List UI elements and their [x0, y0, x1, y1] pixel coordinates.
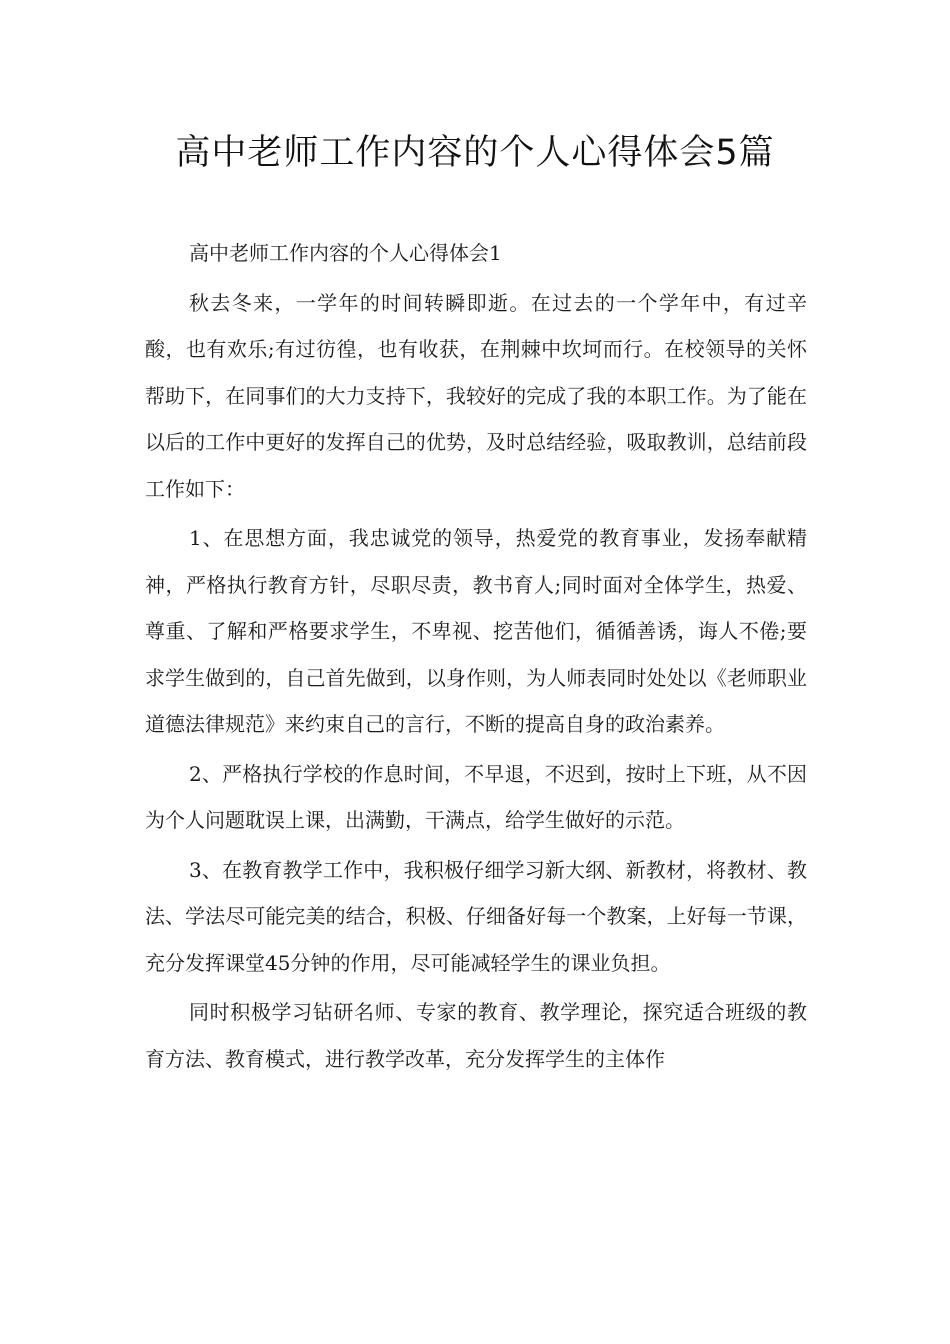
section-heading: 高中老师工作内容的个人心得体会1: [189, 241, 502, 265]
paragraph: 2、严格执行学校的作息时间，不早退，不迟到，按时上下班，从不因为个人问题耽误上课，出满勤，干满点，给学生做好的示范。: [145, 761, 807, 832]
document-title: 高中老师工作内容的个人心得体会5篇: [175, 133, 775, 173]
paragraph: 同时积极学习钻研名师、专家的教育、教学理论，探究适合班级的教育方法、教育模式，进行教学改革，充分发挥学生的主体作: [145, 1000, 807, 1071]
document-body: [145, 230, 807, 1085]
paragraph: 1、在思想方面，我忠诚党的领导，热爱党的教育事业，发扬奉献精神，严格执行教育方针，尽职尽责，教书育人;同时面对全体学生，热爱、尊重、了解和严格要求学生，不卑视、挖苦他们，循循善诱，诲人不倦;要求学生做到的，自己首先做到，以身作则，为人师表同时处处以《老师职业道德法律规范》来约束自己的言行，不断的提高自身的政治素养。: [145, 526, 807, 736]
paragraph: 3、在教育教学工作中，我积极仔细学习新大纲、新教材，将教材、教法、学法尽可能完美的结合，积极、仔细备好每一个教案，上好每一节课，充分发挥课堂45分钟的作用，尽可能减轻学生的课业负担。: [145, 857, 807, 975]
paragraph: 秋去冬来，一学年的时间转瞬即逝。在过去的一个学年中，有过辛酸，也有欢乐;有过彷徨，也有收获，在荆棘中坎坷而行。在校领导的关怀帮助下，在同事们的大力支持下，我较好的完成了我的本职工作。为了能在以后的工作中更好的发挥自己的优势，及时总结经验，吸取教训，总结前段工作如下：: [145, 290, 807, 501]
